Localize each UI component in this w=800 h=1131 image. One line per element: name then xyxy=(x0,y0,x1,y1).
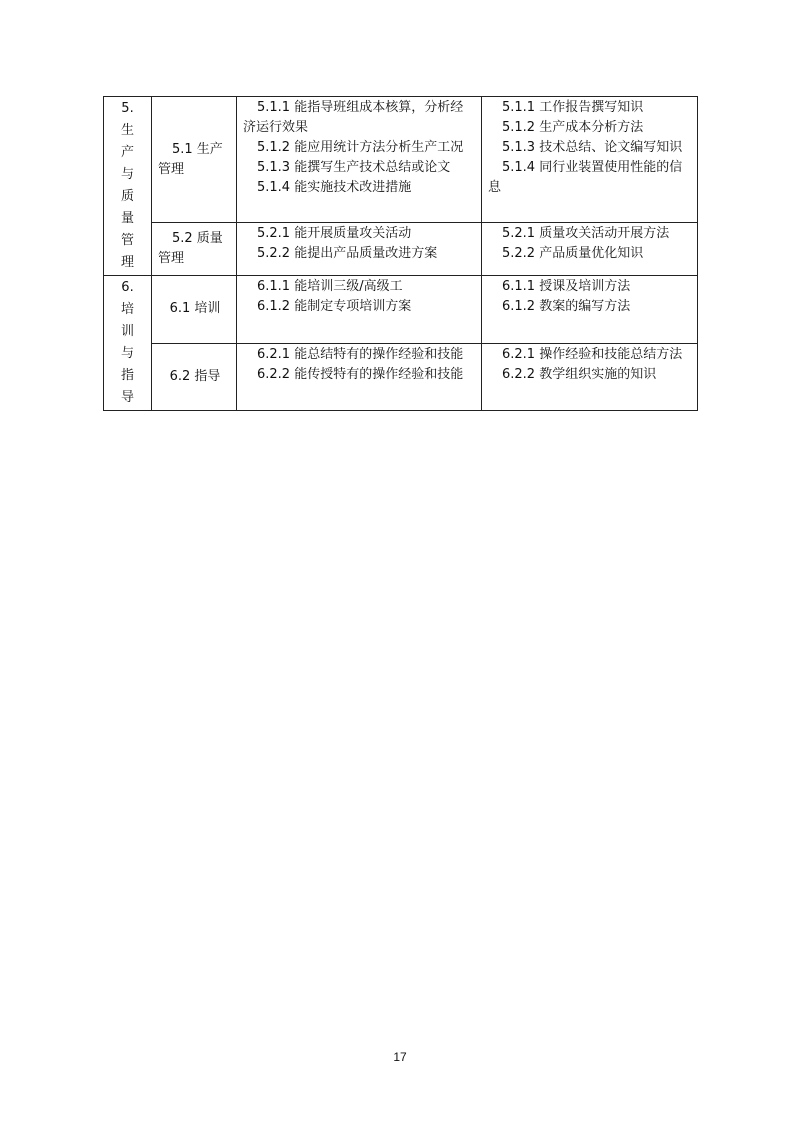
category-char: 6. xyxy=(121,280,134,295)
knowledge-item: 5.1.3 技术总结、论文编写知识 xyxy=(502,140,683,155)
knowledge-item: 5.1.1 工作报告撰写知识 xyxy=(502,100,644,115)
category-char: 5. xyxy=(121,101,134,116)
knowledge-item: 5.2.1 质量攻关活动开展方法 xyxy=(502,226,670,242)
skill-requirements-table xyxy=(103,96,698,411)
subcategory-name: 6.2 指导 xyxy=(169,368,221,384)
category-char: 理 xyxy=(120,255,134,270)
subcategory-name: 5.2 质量 xyxy=(172,231,223,247)
knowledge-requirements-cell xyxy=(482,343,698,411)
category-cell xyxy=(104,97,152,276)
subcategory-name: 6.1 培训 xyxy=(169,301,221,317)
skill-requirements-cell xyxy=(237,276,482,344)
skill-item: 6.1.2 能制定专项培训方案 xyxy=(257,299,412,314)
subcategory-name-cont: 管理 xyxy=(158,161,185,177)
category-char: 产 xyxy=(120,145,134,160)
skill-requirements-cell xyxy=(237,223,482,276)
subcategory-name: 5.1 生产 xyxy=(172,141,223,157)
knowledge-item: 6.1.1 授课及培训方法 xyxy=(502,279,631,294)
knowledge-requirements-cell xyxy=(482,223,698,276)
table-row xyxy=(104,223,698,276)
skill-item: 5.1.3 能撰写生产技术总结或论文 xyxy=(257,160,451,175)
skill-requirements-cell xyxy=(237,97,482,223)
skill-item: 5.1.1 能指导班组成本核算，分析经济运行效果 xyxy=(243,100,464,135)
knowledge-item: 5.1.2 生产成本分析方法 xyxy=(502,120,644,135)
knowledge-item: 6.1.2 教案的编写方法 xyxy=(502,299,631,314)
category-char: 管 xyxy=(120,233,134,248)
knowledge-item: 5.1.4 同行业装置使用性能的信息 xyxy=(488,160,683,195)
subcategory-cell xyxy=(152,276,237,344)
category-char: 与 xyxy=(120,167,134,182)
table-row xyxy=(104,276,698,344)
skill-item: 5.1.4 能实施技术改进措施 xyxy=(257,180,412,195)
knowledge-requirements-cell xyxy=(482,276,698,344)
subcategory-cell xyxy=(152,223,237,276)
category-char: 生 xyxy=(120,123,134,138)
category-char: 培 xyxy=(120,302,134,317)
subcategory-name-cont: 管理 xyxy=(158,251,185,267)
skill-item: 6.2.2 能传授特有的操作经验和技能 xyxy=(257,366,464,382)
skill-item: 5.2.2 能提出产品质量改进方案 xyxy=(257,246,438,262)
knowledge-item: 6.2.1 操作经验和技能总结方法 xyxy=(502,346,683,362)
skill-item: 6.1.1 能培训三级/高级工 xyxy=(257,279,403,294)
category-char: 质 xyxy=(120,189,134,204)
page-number: 17 xyxy=(393,1050,407,1064)
category-char: 与 xyxy=(120,346,134,361)
knowledge-requirements-cell xyxy=(482,97,698,223)
category-cell xyxy=(104,276,152,411)
knowledge-item: 6.2.2 教学组织实施的知识 xyxy=(502,366,657,382)
subcategory-cell xyxy=(152,97,237,223)
skill-item: 5.2.1 能开展质量攻关活动 xyxy=(257,226,412,242)
skill-requirements-cell xyxy=(237,343,482,411)
table-row xyxy=(104,343,698,411)
knowledge-item: 5.2.2 产品质量优化知识 xyxy=(502,246,644,262)
category-char: 训 xyxy=(120,324,134,339)
skill-item: 6.2.1 能总结特有的操作经验和技能 xyxy=(257,346,464,362)
category-char: 量 xyxy=(120,211,134,226)
subcategory-cell xyxy=(152,343,237,411)
table-row xyxy=(104,97,698,223)
category-char: 导 xyxy=(120,390,134,405)
category-char: 指 xyxy=(120,368,134,383)
skill-item: 5.1.2 能应用统计方法分析生产工况 xyxy=(257,140,464,155)
